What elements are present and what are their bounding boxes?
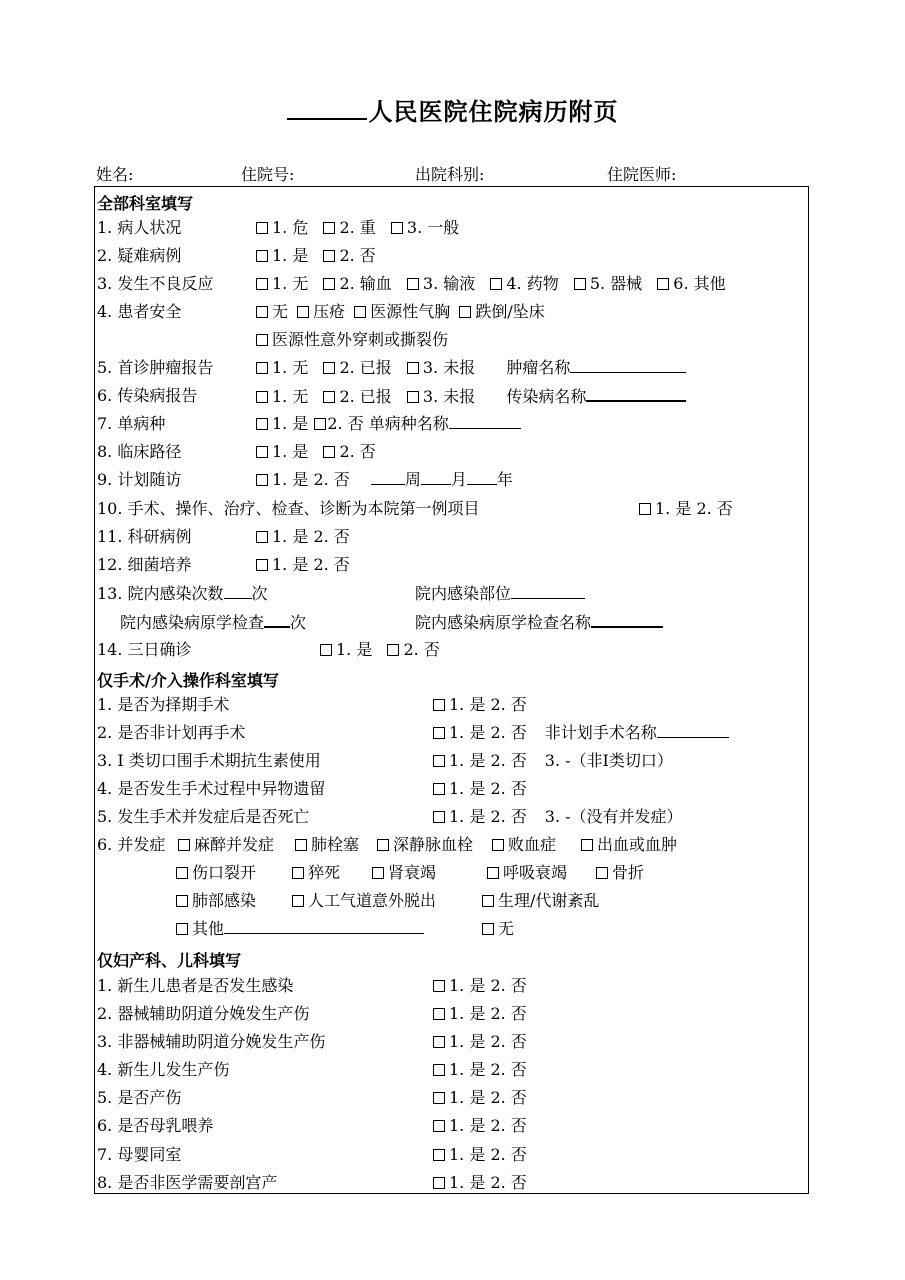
checkbox[interactable] bbox=[323, 222, 335, 234]
checkbox[interactable] bbox=[407, 362, 419, 374]
discharge-dept-label: 出院科别: bbox=[415, 165, 485, 184]
checkbox[interactable] bbox=[323, 362, 335, 374]
row-first-case-label: 10. 手术、操作、治疗、检查、诊断为本院第一例项目 bbox=[97, 499, 480, 518]
row-adverse-reaction-label: 3. 发生不良反应 bbox=[97, 274, 214, 293]
checkbox[interactable] bbox=[256, 531, 268, 543]
row-pathogen-test: 院内感染病原学检查 次 bbox=[120, 613, 307, 632]
section-surgery-title: 仅手术/介入操作科室填写 bbox=[97, 671, 279, 690]
row-patient-safety-options: 无 压疮 医源性气胸 跌倒/坠床 bbox=[256, 302, 545, 322]
checkbox[interactable] bbox=[433, 727, 445, 739]
row-patient-safety-label: 4. 患者安全 bbox=[97, 302, 182, 321]
complication-option: 骨折 bbox=[596, 863, 644, 883]
surgery-row-options: 1. 是 2. 否 非计划手术名称 bbox=[433, 723, 729, 743]
checkbox[interactable] bbox=[256, 391, 268, 403]
infection-site-blank[interactable] bbox=[511, 584, 585, 599]
obstetric-row-options: 1. 是 2. 否 bbox=[433, 1004, 527, 1024]
obstetric-row-label: 7. 母婴同室 bbox=[97, 1145, 182, 1164]
row-difficult-case-options: 1. 是 2. 否 bbox=[256, 246, 386, 266]
checkbox[interactable] bbox=[433, 1120, 445, 1132]
unplanned-surgery-name-blank[interactable] bbox=[657, 723, 729, 738]
complication-option: 败血症 bbox=[492, 835, 556, 855]
obstetric-row-options: 1. 是 2. 否 bbox=[433, 1088, 527, 1108]
obstetric-row-label: 2. 器械辅助阴道分娩发生产伤 bbox=[97, 1004, 310, 1023]
followup-month-blank[interactable] bbox=[421, 470, 451, 485]
obstetric-row-label: 8. 是否非医学需要剖宫产 bbox=[97, 1173, 278, 1192]
obstetric-row-options: 1. 是 2. 否 bbox=[433, 1060, 527, 1080]
followup-year-blank[interactable] bbox=[467, 470, 497, 485]
row-difficult-case-label: 2. 疑难病例 bbox=[97, 246, 182, 265]
obstetric-row-options: 1. 是 2. 否 bbox=[433, 976, 527, 996]
row-first-case-options: 1. 是 2. 否 bbox=[639, 499, 733, 519]
checkbox[interactable] bbox=[459, 306, 471, 318]
checkbox[interactable] bbox=[433, 1149, 445, 1161]
surgery-row-options: 1. 是 2. 否 bbox=[433, 779, 527, 799]
row-single-disease-options: 1. 是 2. 否 单病种名称 bbox=[256, 414, 521, 434]
checkbox[interactable] bbox=[581, 839, 593, 851]
row-single-disease-label: 7. 单病种 bbox=[97, 414, 166, 433]
obstetric-row-label: 5. 是否产伤 bbox=[97, 1088, 182, 1107]
checkbox[interactable] bbox=[256, 559, 268, 571]
checkbox[interactable] bbox=[433, 811, 445, 823]
checkbox[interactable] bbox=[178, 839, 190, 851]
checkbox[interactable] bbox=[256, 334, 268, 346]
checkbox[interactable] bbox=[176, 923, 188, 935]
surgery-row-label: 4. 是否发生手术过程中异物遗留 bbox=[97, 779, 326, 798]
checkbox[interactable] bbox=[492, 839, 504, 851]
row-followup-options: 1. 是 2. 否 周 月 年 bbox=[256, 470, 513, 490]
obstetric-row-options: 1. 是 2. 否 bbox=[433, 1032, 527, 1052]
obstetric-row-options: 1. 是 2. 否 bbox=[433, 1145, 527, 1165]
complication-option: 肺栓塞 bbox=[295, 835, 359, 855]
pathogen-test-count-blank[interactable] bbox=[264, 612, 290, 628]
complication-option: 深静脉血栓 bbox=[377, 835, 473, 855]
checkbox[interactable] bbox=[433, 1092, 445, 1104]
physician-label: 住院医师: bbox=[607, 165, 677, 184]
surgery-row-label: 5. 发生手术并发症后是否死亡 bbox=[97, 807, 310, 826]
admission-no-label: 住院号: bbox=[241, 165, 295, 184]
checkbox[interactable] bbox=[256, 306, 268, 318]
row-infectious-report-label: 6. 传染病报告 bbox=[97, 386, 198, 405]
checkbox[interactable] bbox=[482, 895, 494, 907]
followup-week-blank[interactable] bbox=[371, 470, 405, 485]
infectious-name-blank[interactable] bbox=[586, 386, 686, 402]
checkbox[interactable] bbox=[176, 895, 188, 907]
checkbox[interactable] bbox=[256, 362, 268, 374]
checkbox[interactable] bbox=[574, 278, 586, 290]
checkbox[interactable] bbox=[596, 867, 608, 879]
complications-label: 6. 并发症 bbox=[97, 835, 166, 854]
other-complication-blank[interactable] bbox=[224, 919, 424, 934]
checkbox[interactable] bbox=[323, 391, 335, 403]
row-adverse-reaction-options: 1. 无 2. 输血 3. 输液 4. 药物 5. 器械 6. 其他 bbox=[256, 274, 736, 294]
checkbox[interactable] bbox=[354, 306, 366, 318]
complication-other: 其他 bbox=[176, 919, 424, 939]
obstetric-row-options: 1. 是 2. 否 bbox=[433, 1173, 527, 1193]
checkbox[interactable] bbox=[176, 867, 188, 879]
row-followup-label: 9. 计划随访 bbox=[97, 470, 182, 489]
checkbox[interactable] bbox=[387, 644, 399, 656]
section-all-title: 全部科室填写 bbox=[97, 194, 194, 213]
surgery-row-label: 1. 是否为择期手术 bbox=[97, 695, 230, 714]
row-research-label: 11. 科研病例 bbox=[97, 527, 192, 546]
checkbox[interactable] bbox=[256, 278, 268, 290]
obstetric-row-label: 3. 非器械辅助阴道分娩发生产伤 bbox=[97, 1032, 326, 1051]
row-infection-count: 13. 院内感染次数 次 bbox=[97, 584, 268, 603]
checkbox[interactable] bbox=[323, 250, 335, 262]
row-research-options: 1. 是 2. 否 bbox=[256, 527, 350, 547]
obstetric-row-label: 6. 是否母乳喂养 bbox=[97, 1116, 214, 1135]
checkbox[interactable] bbox=[297, 306, 309, 318]
row-infectious-report-options: 1. 无 2. 已报 3. 未报 传染病名称 bbox=[256, 386, 686, 407]
row-tumor-report-label: 5. 首诊肿瘤报告 bbox=[97, 358, 214, 377]
complication-option: 生理/代谢紊乱 bbox=[482, 891, 599, 911]
checkbox[interactable] bbox=[487, 867, 499, 879]
surgery-row-options: 1. 是 2. 否 3. -（非Ⅰ类切口） bbox=[433, 751, 673, 771]
surgery-row-label: 2. 是否非计划再手术 bbox=[97, 723, 246, 742]
pathogen-name-blank[interactable] bbox=[591, 612, 663, 628]
checkbox[interactable] bbox=[256, 446, 268, 458]
row-three-day-label: 14. 三日确诊 bbox=[97, 640, 192, 659]
row-patient-safety-options-2: 医源性意外穿刺或撕裂伤 bbox=[256, 330, 448, 350]
checkbox[interactable] bbox=[295, 839, 307, 851]
row-clinical-path-options: 1. 是 2. 否 bbox=[256, 442, 386, 462]
surgery-row-options: 1. 是 2. 否 bbox=[433, 695, 527, 715]
checkbox[interactable] bbox=[391, 222, 403, 234]
checkbox[interactable] bbox=[482, 923, 494, 935]
checkbox[interactable] bbox=[433, 783, 445, 795]
obstetric-row-label: 4. 新生儿发生产伤 bbox=[97, 1060, 230, 1079]
checkbox[interactable] bbox=[323, 278, 335, 290]
checkbox[interactable] bbox=[292, 895, 304, 907]
row-clinical-path-label: 8. 临床路径 bbox=[97, 442, 182, 461]
checkbox[interactable] bbox=[433, 1064, 445, 1076]
surgery-row-label: 3. Ⅰ 类切口围手术期抗生素使用 bbox=[97, 751, 321, 770]
checkbox[interactable] bbox=[657, 278, 669, 290]
checkbox[interactable] bbox=[639, 503, 651, 515]
checkbox[interactable] bbox=[433, 1036, 445, 1048]
complication-option: 人工气道意外脱出 bbox=[292, 891, 436, 911]
checkbox[interactable] bbox=[377, 839, 389, 851]
complication-option: 出血或血肿 bbox=[581, 835, 677, 855]
checkbox[interactable] bbox=[433, 980, 445, 992]
obstetric-row-label: 1. 新生儿患者是否发生感染 bbox=[97, 976, 294, 995]
row-three-day-options: 1. 是 2. 否 bbox=[320, 640, 450, 660]
complication-option: 猝死 bbox=[292, 863, 340, 883]
complication-option: 呼吸衰竭 bbox=[487, 863, 567, 883]
hospital-name-blank[interactable] bbox=[287, 118, 367, 120]
single-disease-name-blank[interactable] bbox=[449, 414, 521, 429]
section-obstetric-title: 仅妇产科、儿科填写 bbox=[97, 951, 242, 970]
checkbox[interactable] bbox=[433, 1008, 445, 1020]
row-patient-status-options: 1. 危 2. 重 3. 一般 bbox=[256, 218, 469, 238]
checkbox[interactable] bbox=[407, 278, 419, 290]
complication-option: 麻醉并发症 bbox=[178, 835, 274, 855]
checkbox[interactable] bbox=[320, 644, 332, 656]
row-bacteria-label: 12. 细菌培养 bbox=[97, 555, 192, 574]
checkbox[interactable] bbox=[292, 867, 304, 879]
checkbox[interactable] bbox=[256, 418, 268, 430]
complication-option: 肺部感染 bbox=[176, 891, 256, 911]
page-title: 人民医院住院病历附页 bbox=[0, 92, 905, 127]
checkbox[interactable] bbox=[490, 278, 502, 290]
checkbox[interactable] bbox=[433, 699, 445, 711]
surgery-row-options: 1. 是 2. 否 3. -（没有并发症） bbox=[433, 807, 683, 827]
tumor-name-blank[interactable] bbox=[570, 358, 686, 373]
complication-option: 伤口裂开 bbox=[176, 863, 256, 883]
checkbox[interactable] bbox=[256, 250, 268, 262]
row-infection-site: 院内感染部位 bbox=[415, 584, 585, 604]
checkbox[interactable] bbox=[314, 418, 326, 430]
checkbox[interactable] bbox=[256, 222, 268, 234]
row-pathogen-name: 院内感染病原学检查名称 bbox=[415, 612, 663, 633]
complication-option: 肾衰竭 bbox=[372, 863, 436, 883]
checkbox[interactable] bbox=[433, 755, 445, 767]
row-tumor-report-options: 1. 无 2. 已报 3. 未报 肿瘤名称 bbox=[256, 358, 686, 378]
checkbox[interactable] bbox=[323, 446, 335, 458]
patient-name-label: 姓名: bbox=[96, 165, 134, 184]
checkbox[interactable] bbox=[433, 1177, 445, 1189]
complication-none: 无 bbox=[482, 919, 514, 939]
obstetric-row-options: 1. 是 2. 否 bbox=[433, 1116, 527, 1136]
checkbox[interactable] bbox=[372, 867, 384, 879]
checkbox[interactable] bbox=[256, 474, 268, 486]
checkbox[interactable] bbox=[407, 391, 419, 403]
row-bacteria-options: 1. 是 2. 否 bbox=[256, 555, 350, 575]
infection-count-blank[interactable] bbox=[224, 584, 252, 599]
row-patient-status-label: 1. 病人状况 bbox=[97, 218, 182, 237]
